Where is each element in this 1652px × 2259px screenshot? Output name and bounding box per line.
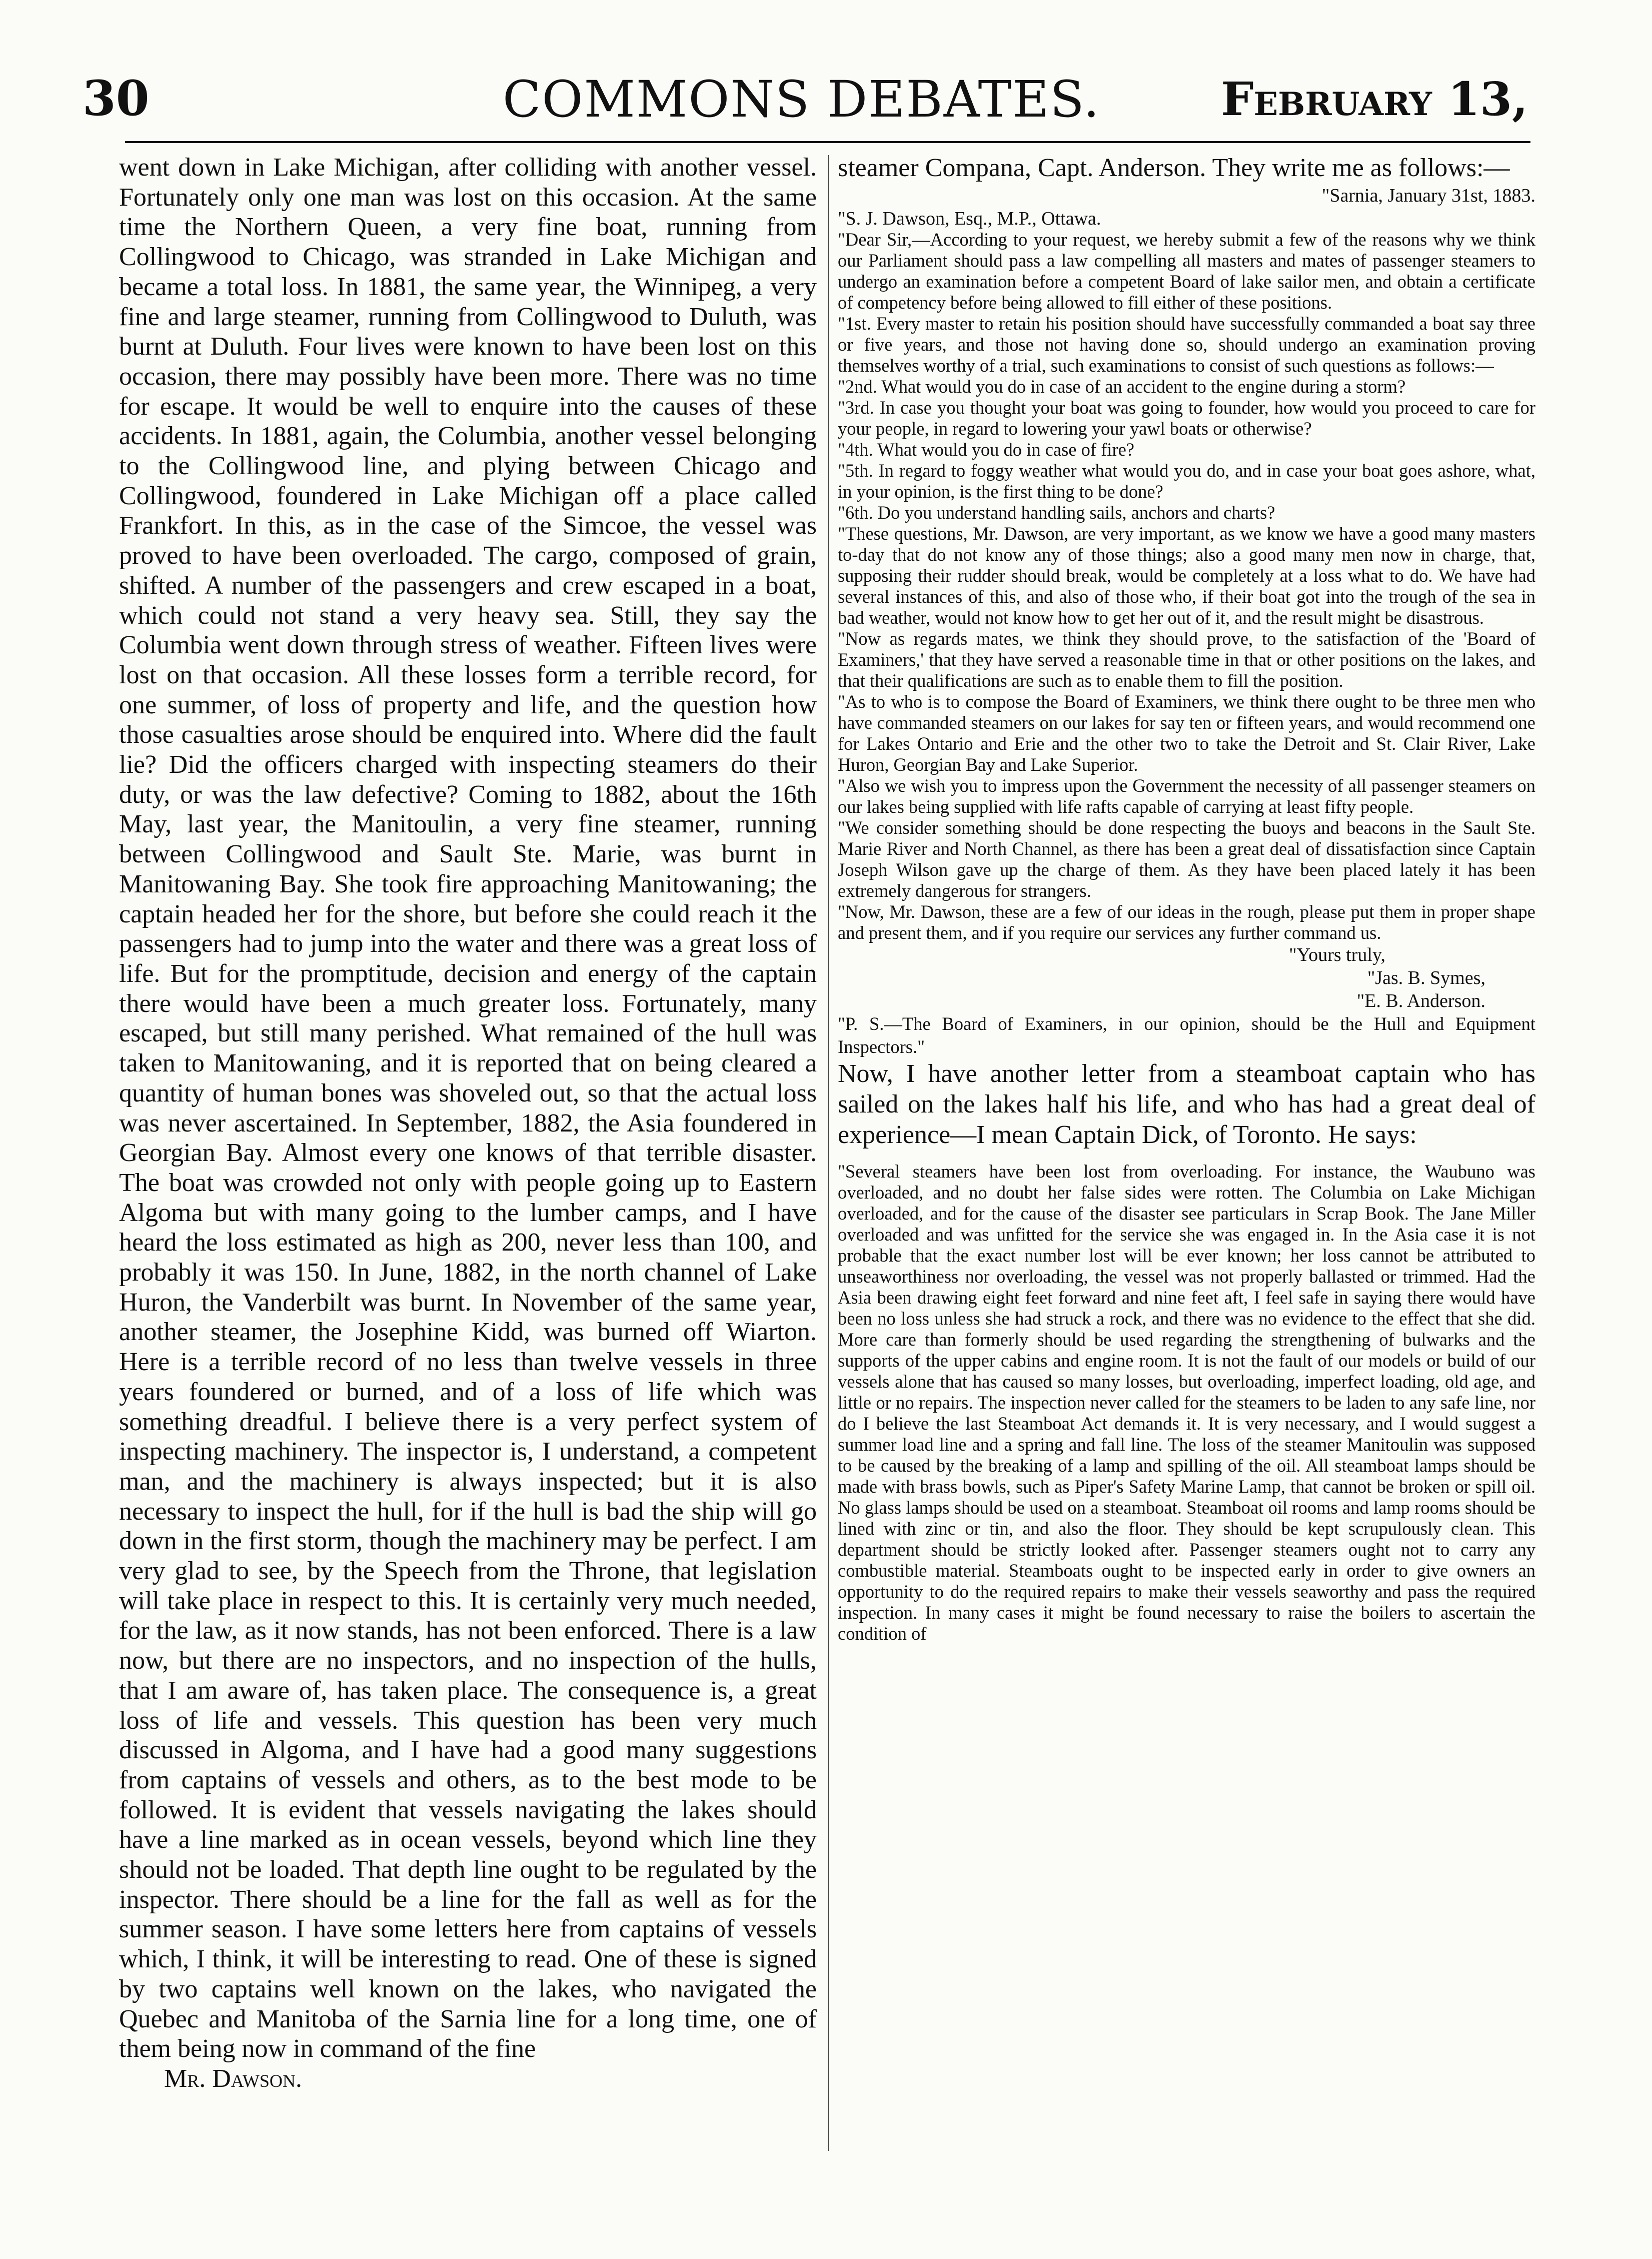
- left-column: [119, 153, 817, 2094]
- quoted-letter: [838, 185, 1535, 1058]
- running-date: February 13,: [1221, 72, 1528, 126]
- letter-addressee: "S. J. Dawson, Esq., M.P., Ottawa.: [838, 208, 1101, 229]
- running-title: COMMONS DEBATES.: [503, 70, 1100, 129]
- header-rule: [125, 141, 1530, 143]
- signatory: "Jas. B. Symes,: [1367, 967, 1485, 988]
- letter-closing: "Yours truly,: [1289, 944, 1385, 965]
- letter-paragraph: "4th. What would you do in case of fire?: [838, 439, 1135, 460]
- column-divider: [828, 155, 829, 2151]
- page-number: 30: [83, 70, 150, 127]
- debate-paragraph: went down in Lake Michigan, after colliding with another vessel. Fortunately only one man was lost on this occasion. At the same time the Northern Queen, a very fine boat, running from Collingwood to Chicago, was stranded in Lake Michigan and became a total loss. In 1881, the same year, the Winnipeg, a very fine and large steamer, running from Collingwood to Duluth, was burnt at Duluth. Four lives were known to have been lost on this occasion, there may possibly have been more. There was no time for escape. It would be well to enquire into the causes of these accidents. In 1881, again, the Columbia, another vessel belonging to the Collingwood line, and plying between Chicago and Collingwood, foundered in Lake Michigan off a place called Frankfort. In this, as in the case of the Simcoe, the vessel was proved to have been overloaded. The cargo, composed of grain, shifted. A number of the passengers and crew escaped in a boat, which could not stand a very heavy sea. Still, they say the Columbia went down through stress of weather. Fifteen lives were lost on that occasion. All these losses form a terrible record, for one summer, of loss of property and life, and the question how those casualties arose should be enquired into. Where did the fault lie? Did the officers charged with inspecting steamers do their duty, or was the law defective? Coming to 1882, about the 16th May, last year, the Manitoulin, a very fine steamer, running between Collingwood and Sault Ste. Marie, was burnt in Manitowaning Bay. She took fire approaching Manitowaning; the captain headed her for the shore, but before she could reach it the passengers had to jump into the water and there was a great loss of life. But for the promptitude, decision and energy of the captain there would have been a much greater loss. Fortunately, many escaped, but still many perished. What remained of the hull was taken to Manitowaning, and it is reported that on being cleared a quantity of human bones was shoveled out, so that the actual loss was never ascertained. In September, 1882, the Asia foundered in Georgian Bay. Almost every one knows of that terrible disaster. The boat was crowded not only with people going up to Eastern Algoma but with many going to the lumber camps, and I have heard the loss estimated as high as 200, never less than 100, and probably it was 150. In June, 1882, in the north channel of Lake Huron, the Vanderbilt was burnt. In November of the same year, another steamer, the Josephine Kidd, was burned off Wiarton. Here is a terrible record of no less than twelve vessels in three years foundered or burned, and of a loss of life which was something dreadful. I believe there is a very perfect system of inspecting machinery. The inspector is, I understand, a competent man, and the machinery is always inspected; but it is also necessary to inspect the hull, for if the hull is bad the ship will go down in the first storm, though the machinery may be perfect. I am very glad to see, by the Speech from the Throne, that legislation will take place in respect to this. It is certainly very much needed, for the law, as it now stands, has not been enforced. There is a law now, but there are no inspectors, and no inspection of the hulls, that I am aware of, has taken place. The consequence is, a great loss of life and vessels. This question has been very much discussed in Algoma, and I have had a good many suggestions from captains of vessels and others, as to the best mode to be followed. It is evident that vessels navigating the lakes should have a line marked as in ocean vessels, beyond which line they should not be loaded. That depth line ought to be regulated by the inspector. There should be a line for the fall as well as for the summer season. I have some letters here from captains of vessels which, I think, it will be interesting to read. One of these is signed by two captains well known on the lakes, who navigated the Quebec and Manitoba of the Sarnia line for a long time, one of them being now in command of the fine: [119, 153, 817, 2063]
- letter-postscript: "P. S.—The Board of Examiners, in our opinion, should be the Hull and Equipment Inspectors.": [838, 1013, 1535, 1057]
- letter-dateline: "Sarnia, January 31st, 1883.: [1321, 185, 1535, 206]
- letter-paragraph: "Dear Sir,—According to your request, we hereby submit a few of the reasons why we think our Parliament should pass a law compelling all masters and mates of passenger steamers to undergo an examination before a competent Board of lake sailor men, and obtain a certificate of competency before being allowed to fill either of these positions.: [838, 229, 1535, 313]
- letter-paragraph: "Now as regards mates, we think they should prove, to the satisfaction of the 'Board of Examiners,' that they have served a reasonable time in that or other positions on the lakes, and that their qualifications are such as to enable them to fill the position.: [838, 628, 1535, 691]
- letter-paragraph: "Now, Mr. Dawson, these are a few of our ideas in the rough, please put them in proper shape and present them, and if you require our services any further command us.: [838, 901, 1535, 943]
- letter-paragraph: "6th. Do you understand handling sails, anchors and charts?: [838, 502, 1275, 523]
- right-column: [838, 153, 1535, 1663]
- signatory: "E. B. Anderson.: [1356, 990, 1485, 1011]
- letter-paragraph: "5th. In regard to foggy weather what would you do, and in case your boat goes ashore, what, in your opinion, is the first thing to be done?: [838, 460, 1535, 502]
- letter-paragraph: "These questions, Mr. Dawson, are very important, as we know we have a good many masters to-day that do not know any of those things; also a good many men now in charge, that, supposing their rudder should break, would be completely at a loss what to do. We have had several instances of this, and also of those who, if their boat got into the trough of the sea in bad weather, would not know how to get her out of it, and the result might be disastrous.: [838, 523, 1535, 628]
- letter-paragraph: "Also we wish you to impress upon the Government the necessity of all passenger steamers on our lakes being supplied with life rafts capable of carrying at least fifty people.: [838, 775, 1535, 817]
- letter-paragraph: "1st. Every master to retain his position should have successfully commanded a boat say three or five years, and those not having done so, should undergo an examination proving themselves worthy of a trial, such examinations to consist of such questions as follows:—: [838, 313, 1535, 376]
- letter-intro: steamer Compana, Capt. Anderson. They write me as follows:—: [838, 154, 1510, 182]
- speech-paragraph: Now, I have another letter from a steamboat captain who has sailed on the lakes half his life, and who has had a great deal of experience—I mean Captain Dick, of Toronto. He says:: [838, 1059, 1535, 1149]
- letter-paragraph: "We consider something should be done respecting the buoys and beacons in the Sault Ste. Marie River and North Channel, as there has been a great deal of dissatisfaction since Captain Joseph Wilson gave up the charge of them. As they have been placed lately it has been extremely dangerous for strangers.: [838, 817, 1535, 901]
- letter-paragraph: "2nd. What would you do in case of an accident to the engine during a storm?: [838, 376, 1406, 397]
- quoted-letter-captain-dick: "Several steamers have been lost from overloading. For instance, the Waubuno was overloaded, and no doubt her false sides were rotten. The Columbia on Lake Michigan overloaded, and for the cause of the disaster see particulars in Scrap Book. The Jane Miller overloaded and was unfitted for the service she was engaged in. In the Asia case it is not probable that the exact number lost will be ever known; her loss cannot be attributed to unseaworthiness nor overloading, the vessel was not properly ballasted or trimmed. Had the Asia been drawing eight feet forward and nine feet aft, I feel safe in saying there would have been no loss unless she had struck a rock, and there was no evidence to the effect that she did. More care than formerly should be used regarding the strengthening of bulwarks and the supports of the upper cabins and engine room. It is not the fault of our models or build of our vessels alone that has caused so many losses, but overloading, imperfect loading, old age, and little or no repairs. The inspection never called for the steamers to be laden to any safe line, nor do I believe the last Steamboat Act demands it. It is very necessary, and I would suggest a summer load line and a spring and fall line. The loss of the steamer Manitoulin was supposed to be caused by the breaking of a lamp and spilling of the oil. All steamboat lamps should be made with brass bowls, such as Piper's Safety Marine Lamp, that cannot be broken or spill oil. No glass lamps should be used on a steamboat. Steamboat oil rooms and lamp rooms should be lined with zinc or tin, and also the floor. They should be kept scrupulously clean. This department should be strictly looked after. Passenger steamers ought not to carry any combustible material. Steamboats ought to be inspected early in order to give owners an opportunity to do the required repairs to make their vessels seaworthy and pass the required inspection. In many cases it might be found necessary to raise the boilers to ascertain the condition of: [838, 1161, 1535, 1644]
- letter-signature: [838, 943, 1535, 1012]
- letter-paragraph: "3rd. In case you thought your boat was going to founder, how would you proceed to care for your people, in regard to lowering your yawl boats or otherwise?: [838, 397, 1535, 439]
- letter-paragraph: "As to who is to compose the Board of Examiners, we think there ought to be three men who have commanded steamers on our lakes for say ten or fifteen years, and would recommend one for Lakes Ontario and Erie and the other two to take the Detroit and St. Clair River, Lake Huron, Georgian Bay and Lake Superior.: [838, 691, 1535, 775]
- speaker-name: Mr. Dawson.: [164, 2064, 302, 2093]
- page-header: [75, 70, 1528, 129]
